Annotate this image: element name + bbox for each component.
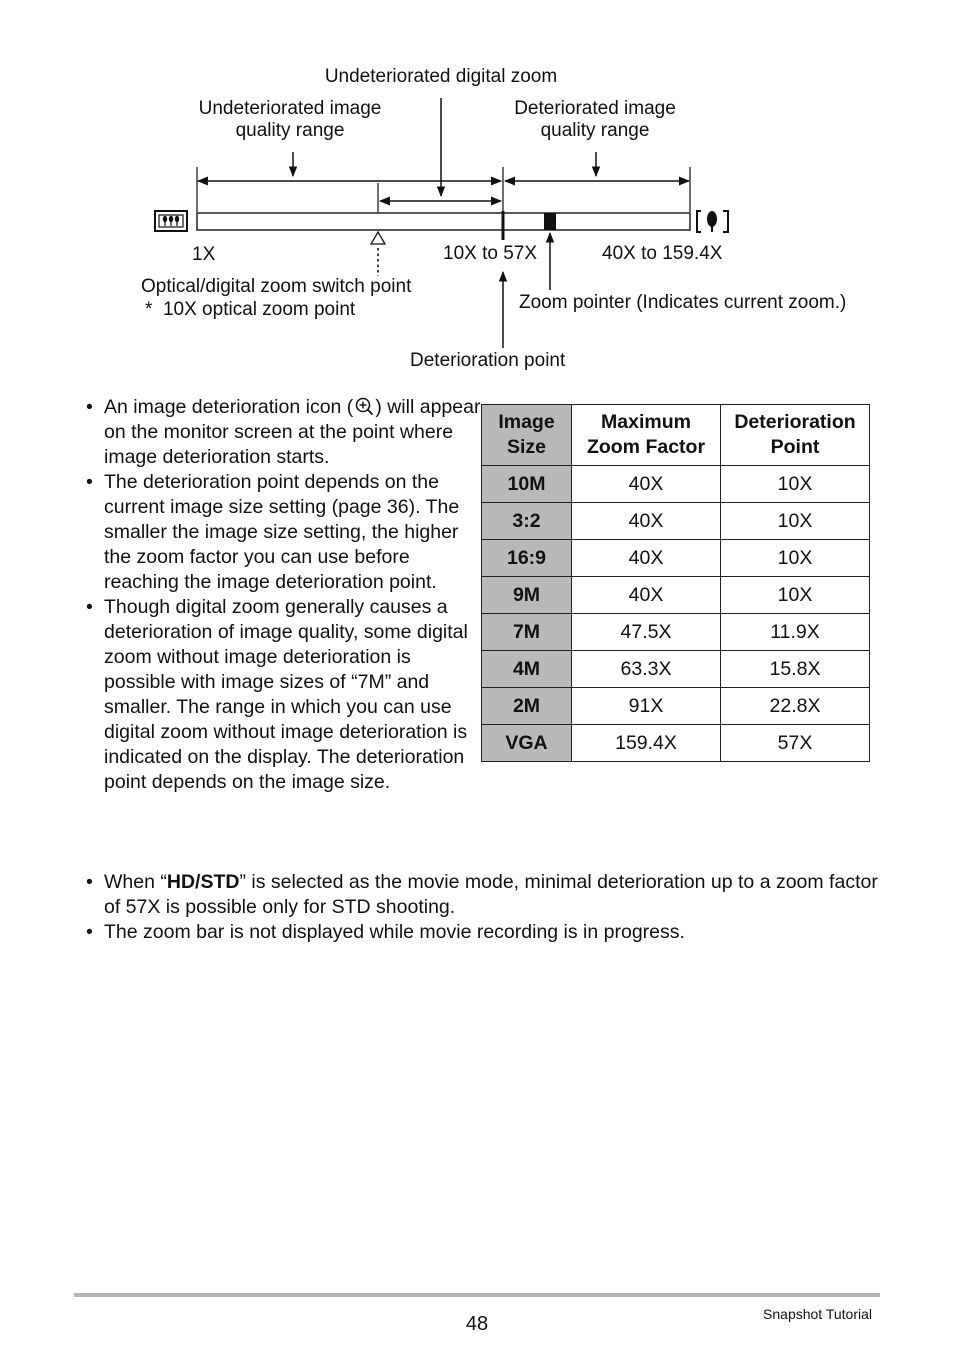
bullet-text: An image deterioration icon ( <box>104 396 354 418</box>
cell-max-zoom: 40X <box>572 466 721 503</box>
cell-size: VGA <box>482 725 572 762</box>
label-deterioration-point: Deterioration point <box>410 350 566 371</box>
cell-det-point: 10X <box>721 503 870 540</box>
bullet-text: ) will appear on the monitor screen at the point where image deterioration starts. <box>104 396 481 468</box>
label-switch-point: Optical/digital zoom switch point <box>141 276 412 297</box>
cell-max-zoom: 47.5X <box>572 614 721 651</box>
table-row <box>482 651 870 688</box>
label-line: quality range <box>235 120 345 141</box>
header-line: Image <box>498 411 555 433</box>
header-max-zoom <box>572 405 721 466</box>
cell-max-zoom: 159.4X <box>572 725 721 762</box>
cell-max-zoom: 40X <box>572 540 721 577</box>
header-line: Deterioration <box>734 411 856 433</box>
table-row <box>482 503 870 540</box>
telephoto-tree-icon <box>697 211 728 232</box>
label-line: quality range <box>540 120 650 141</box>
label-undeteriorated-range <box>180 98 400 142</box>
header-line: Maximum <box>601 411 691 433</box>
page-number: 48 <box>465 1313 489 1335</box>
label-line: Deteriorated image <box>514 98 676 119</box>
header-image-size <box>482 405 572 466</box>
cell-det-point: 22.8X <box>721 688 870 725</box>
label-zoom-pointer: Zoom pointer (Indicates current zoom.) <box>519 292 847 313</box>
wide-angle-trees-icon <box>155 211 187 231</box>
bullet-list-full <box>84 870 884 945</box>
cell-det-point: 10X <box>721 540 870 577</box>
label-undeteriorated-digital-zoom: Undeteriorated digital zoom <box>324 66 558 87</box>
cell-size: 9M <box>482 577 572 614</box>
magnify-plus-icon <box>353 396 375 416</box>
bullet-item <box>84 870 884 920</box>
cell-max-zoom: 63.3X <box>572 651 721 688</box>
cell-max-zoom: 40X <box>572 577 721 614</box>
label-deteriorated-range <box>490 98 700 142</box>
bullet-list <box>84 395 484 795</box>
cell-size: 3:2 <box>482 503 572 540</box>
bullet-text: When “ <box>104 871 167 893</box>
cell-det-point: 11.9X <box>721 614 870 651</box>
zoom-bar <box>197 213 690 230</box>
switch-point-triangle <box>371 232 385 244</box>
bullet-item: • Though digital zoom generally causes a deterioration of image quality, some digital zoom without image deterioration is possible with image sizes of “7M” and smaller. The range in which you can use digital zoom without image deterioration is indicated on the display. The deterioration point depends on the image size. <box>84 595 484 795</box>
cell-size: 4M <box>482 651 572 688</box>
bullet-bold-text: HD/STD <box>166 871 240 893</box>
zoom-bar-diagram <box>0 0 954 390</box>
table-row <box>482 577 870 614</box>
cell-size: 7M <box>482 614 572 651</box>
table-row <box>482 688 870 725</box>
header-deterioration-point <box>721 405 870 466</box>
section-title: Snapshot Tutorial <box>763 1306 872 1322</box>
bullet-text: ” is selected as the movie mode, minimal deterioration up to a zoom factor of 57X is possible only for STD shooting. <box>104 871 878 918</box>
label-40x-to-159x: 40X to 159.4X <box>602 243 723 264</box>
label-optical-note <box>145 299 355 321</box>
table-row <box>482 614 870 651</box>
zoom-factor-table <box>481 404 870 762</box>
bullet-item: • The deterioration point depends on the current image size setting (page 36). The smaller the image size setting, the higher the zoom factor you can use before reaching the image deterioration point. <box>84 470 484 595</box>
bullet-item <box>84 395 484 470</box>
note-mark: * <box>145 299 153 320</box>
table-row <box>482 466 870 503</box>
table-row <box>482 725 870 762</box>
footer-divider <box>74 1293 880 1297</box>
label-line: Undeteriorated image <box>198 98 382 119</box>
header-line: Point <box>770 436 820 458</box>
cell-det-point: 15.8X <box>721 651 870 688</box>
cell-size: 2M <box>482 688 572 725</box>
label-1x: 1X <box>192 244 216 265</box>
header-line: Zoom Factor <box>586 436 706 458</box>
note-text: 10X optical zoom point <box>162 299 356 320</box>
label-10x-to-57x: 10X to 57X <box>443 243 538 264</box>
cell-max-zoom: 40X <box>572 503 721 540</box>
cell-det-point: 10X <box>721 577 870 614</box>
cell-det-point: 57X <box>721 725 870 762</box>
cell-size: 16:9 <box>482 540 572 577</box>
zoom-pointer <box>544 213 556 230</box>
table-row <box>482 540 870 577</box>
cell-det-point: 10X <box>721 466 870 503</box>
table-header-row <box>482 405 870 466</box>
cell-size: 10M <box>482 466 572 503</box>
bullet-item: • The zoom bar is not displayed while movie recording is in progress. <box>84 920 884 945</box>
cell-max-zoom: 91X <box>572 688 721 725</box>
header-line: Size <box>506 436 547 458</box>
